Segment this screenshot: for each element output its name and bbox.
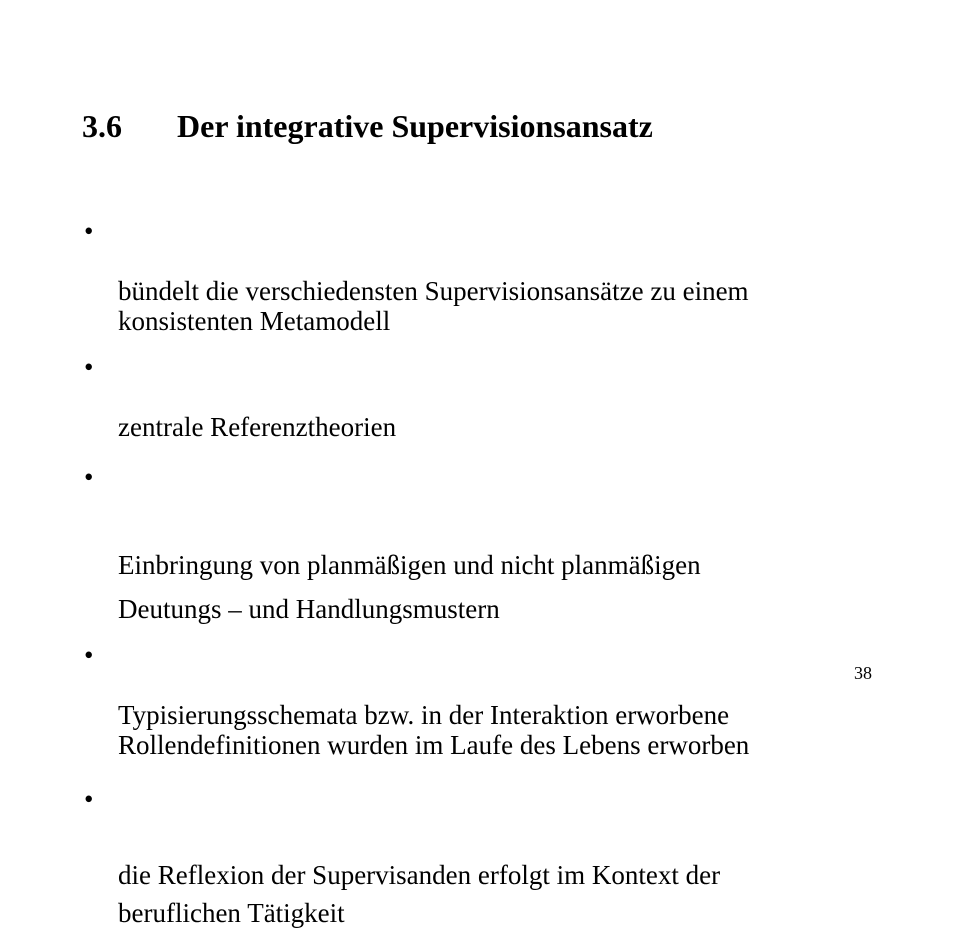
bullet-icon: •: [84, 784, 94, 814]
bullet-text: die Reflexion der Supervisanden erfolgt im Kontext der beruflichen Tätigkeit: [118, 860, 721, 928]
page-number: 38: [854, 663, 872, 683]
section-title: Der integrative Supervisionsansatz: [177, 108, 653, 144]
bullet-item: [82, 780, 902, 932]
bullet-item: [82, 455, 902, 631]
section-heading: [82, 108, 653, 145]
section-number: 3.6: [82, 108, 122, 144]
bullet-icon: •: [84, 640, 94, 670]
bullet-item: [82, 352, 902, 442]
bullet-text: zentrale Referenztheorien: [118, 412, 397, 442]
bullet-item: [82, 640, 902, 760]
bullet-icon: •: [84, 216, 94, 246]
bullet-item: [82, 216, 902, 336]
bullet-text: Typisierungsschemata bzw. in der Interaktion erworbene Rollendefinitionen wurden im Laufe des Lebens erworben: [118, 700, 750, 760]
bullet-text: bündelt die verschiedensten Supervisionsansätze zu einem konsistenten Metamodell: [118, 276, 749, 336]
bullet-icon: •: [84, 352, 94, 382]
bullet-text: Einbringung von planmäßigen und nicht planmäßigen Deutungs – und Handlungsmustern: [118, 550, 701, 624]
bullet-icon: •: [84, 462, 94, 492]
bullet-list: [82, 216, 902, 932]
